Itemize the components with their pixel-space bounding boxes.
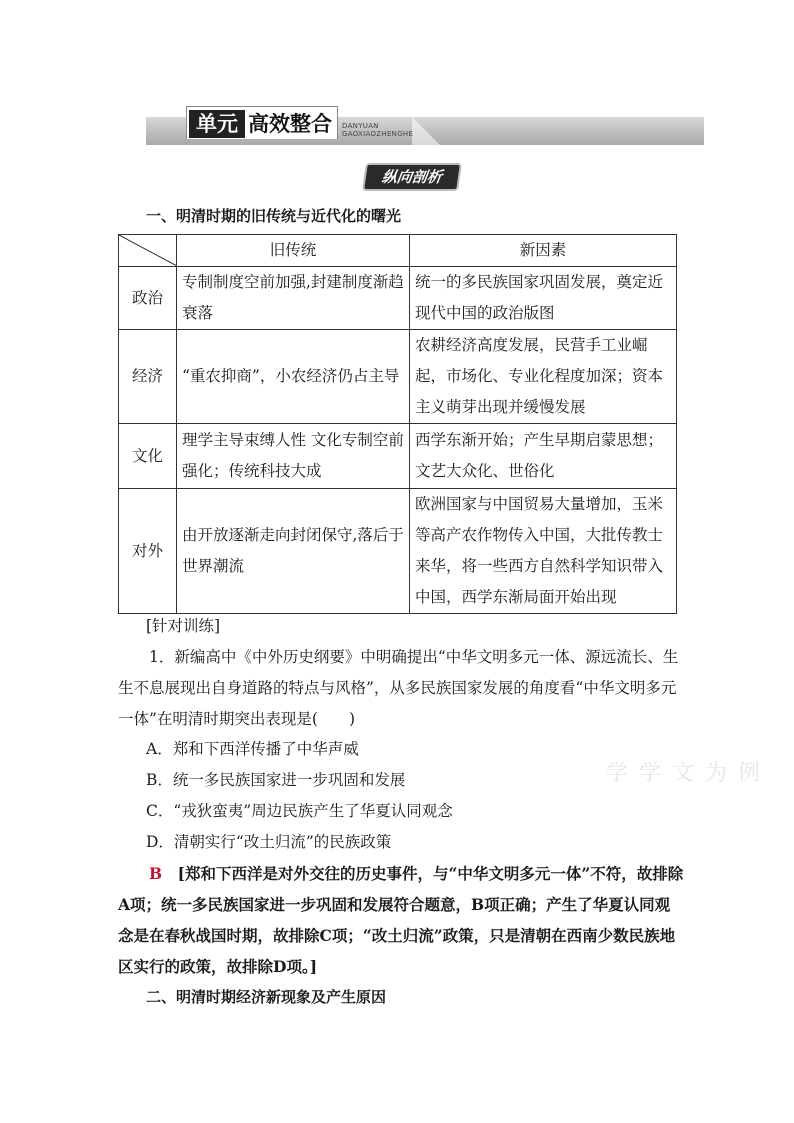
- row-label: 政治: [119, 267, 177, 330]
- table-row: [119, 489, 677, 614]
- table-row: [119, 424, 677, 489]
- column-header-new: 新因素: [410, 235, 677, 267]
- question-text: 1．新编高中《中外历史纲要》中明确提出“中华文明多元一体、源远流长、生生不息展现出自身道路的特点与风格”，从多民族国家发展的角度看“中华文明多元一体”在明清时期突出表现是( ): [118, 648, 679, 728]
- column-header-old: 旧传统: [177, 235, 410, 267]
- row-label: 文化: [119, 424, 177, 489]
- option-b: B．统一多民族国家进一步巩固和发展: [146, 771, 406, 789]
- cell-old: 理学主导束缚人性 文化专制空前强化；传统科技大成: [177, 424, 410, 489]
- cell-old: “重农抑商”，小农经济仍占主导: [177, 330, 410, 424]
- option-c: C．“戎狄蛮夷”周边民族产生了华夏认同观念: [146, 802, 453, 820]
- section2-heading: 二、明清时期经济新现象及产生原因: [146, 988, 387, 1006]
- cell-new: 欧洲国家与中国贸易大量增加，玉米等高产农作物传入中国，大批传教士来华，将一些西方自然科学知识带入中国，西学东渐局面开始出现: [410, 489, 677, 614]
- diagonal-line-icon: [119, 235, 177, 266]
- banner-pinyin-line2: GAOXIAOZHENGHE: [342, 130, 414, 138]
- row-label: 经济: [119, 330, 177, 424]
- watermark: 学 学 文 为 例: [606, 761, 762, 786]
- option-d: D．清朝实行“改土归流”的民族政策: [146, 833, 392, 851]
- banner-pinyin: [342, 122, 412, 138]
- table-row: [119, 330, 677, 424]
- table-row: [119, 267, 677, 330]
- explanation-text: [郑和下西洋是对外交往的历史事件，与“中华文明多元一体”不符，故排除A项；统一多民族国家进一步巩固和发展符合题意，B项正确；产生了华夏认同观念是在春秋战国时期，故排除C项；“改土归流”政策，只是清朝在西南少数民族地区实行的政策，故排除D项。]: [118, 864, 684, 976]
- option-a: A．郑和下西洋传播了中华声威: [146, 740, 359, 758]
- cell-old: 由开放逐渐走向封闭保守,落后于世界潮流: [177, 489, 410, 614]
- answer-explanation: [118, 858, 684, 982]
- table-corner-cell: [119, 235, 177, 267]
- cell-old: 专制制度空前加强,封建制度渐趋衰落: [177, 267, 410, 330]
- answer-letter: B: [149, 864, 163, 883]
- cell-new: 西学东渐开始；产生早期启蒙思想；文艺大众化、世俗化: [410, 424, 677, 489]
- comparison-table: [118, 234, 677, 614]
- banner-title-part1: 单元: [189, 110, 245, 138]
- banner-pinyin-line1: DANYUAN: [342, 122, 379, 130]
- banner-title-part2: 高效整合: [248, 112, 332, 136]
- cell-new: 农耕经济高度发展，民营手工业崛起，市场化、专业化程度加深；资本主义萌芽出现并缓慢发展: [410, 330, 677, 424]
- banner-notch: [412, 117, 440, 145]
- exercise-label: [针对训练]: [146, 617, 221, 635]
- table-header-row: [119, 235, 677, 267]
- cell-new: 统一的多民族国家巩固发展，奠定近现代中国的政治版图: [410, 267, 677, 330]
- section1-heading: 一、明清时期的旧传统与近代化的曙光: [146, 207, 402, 225]
- section-badge: 纵向剖析: [364, 165, 459, 189]
- row-label: 对外: [119, 489, 177, 614]
